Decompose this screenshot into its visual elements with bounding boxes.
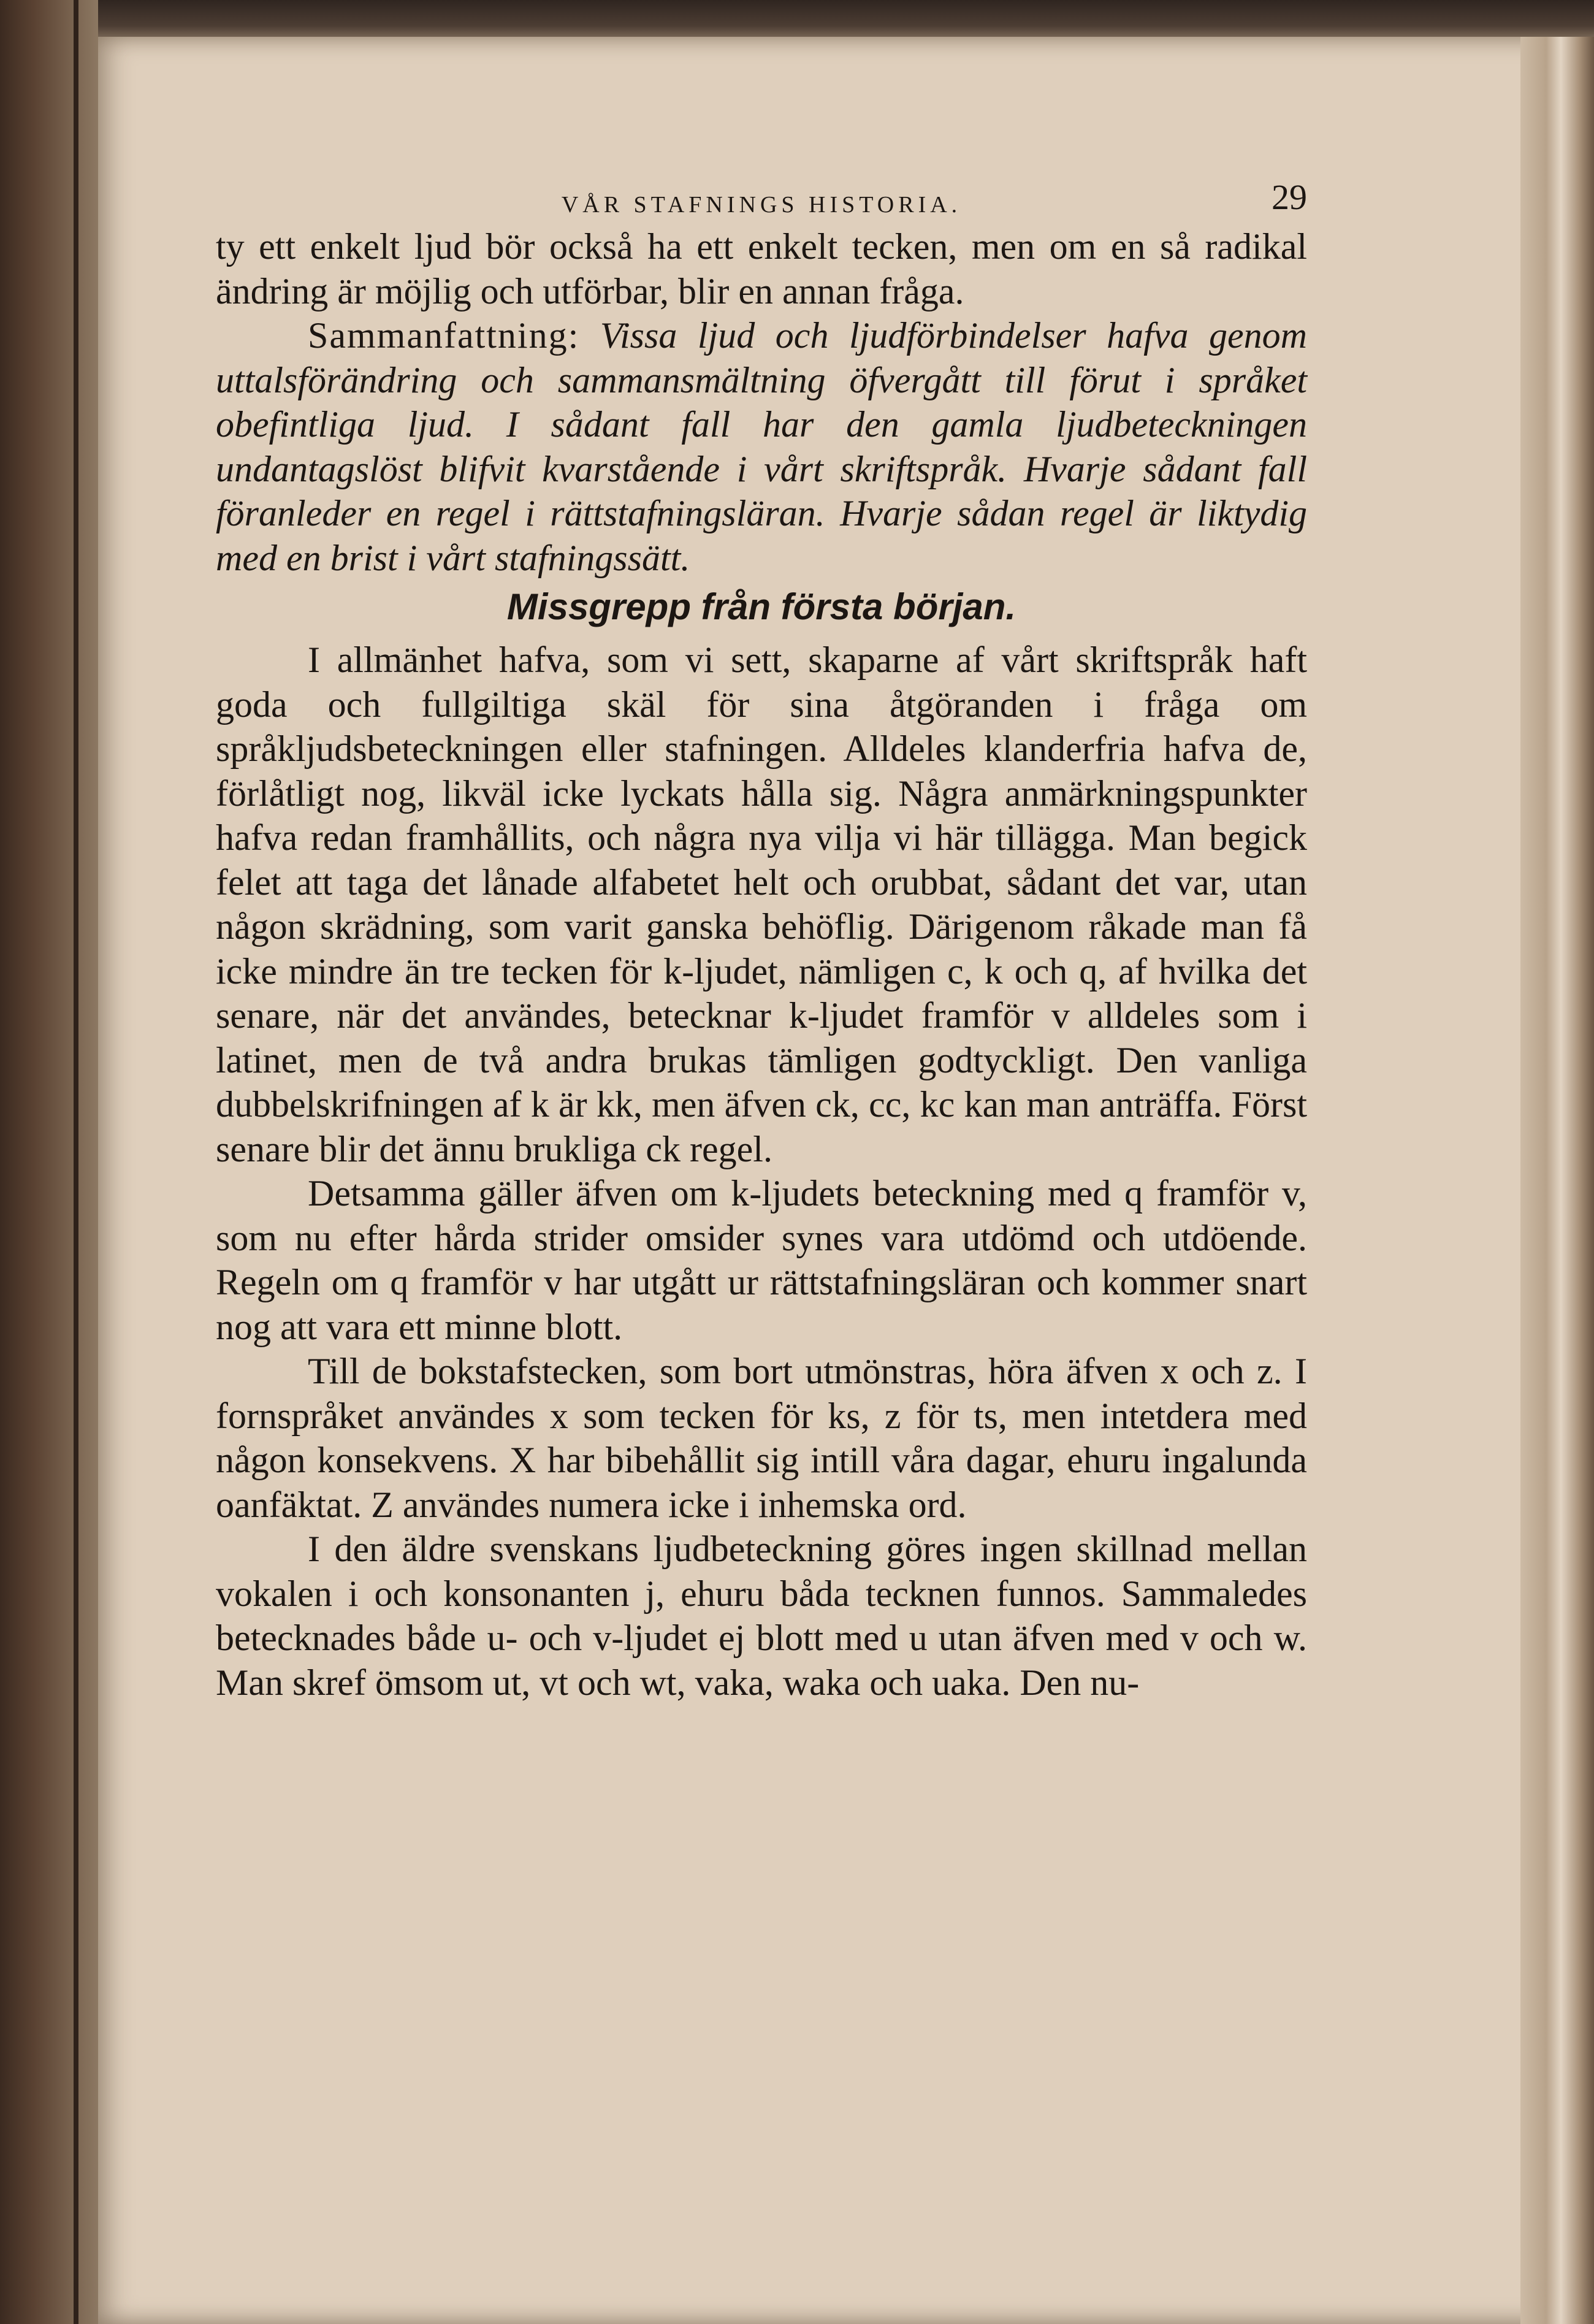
body-paragraph: Till de bokstafstecken, som bort utmönstras, höra äfven x och z. I fornspråket användes x som tecken för ks, z för ts, men intetdera med någon konsekvens. X har bibehållit sig intill våra dagar, ehuru ingalunda oanfäktat. Z användes numera icke i inhemska ord. [216, 1351, 1307, 1525]
intro-paragraph: ty ett enkelt ljud bör också ha ett enkelt tecken, men om en så radikal ändring är möjlig och utförbar, blir en annan fråga. [216, 226, 1307, 312]
body-paragraph: Detsamma gäller äfven om k-ljudets beteckning med q framför v, som nu efter hårda strider omsider synes vara utdömd och utdöende. Regeln om q framför v har utgått ur rättstafningsläran och kommer snart nog att vara ett minne blott. [216, 1173, 1307, 1347]
page-number: 29 [1272, 177, 1307, 217]
body-paragraph: I den äldre svenskans ljudbeteckning göres ingen skillnad mellan vokalen i och konsonanten j, ehuru båda tecknen funnos. Sammaledes betecknades både u- och v-ljudet ej blott med u utan äfven med v och w. Man skref ömsom ut, vt och wt, vaka, waka och uaka. Den nu- [216, 1529, 1307, 1703]
page-header [216, 172, 1307, 224]
section-heading: Missgrepp från första början. [506, 586, 1016, 627]
running-title: VÅR STAFNINGS HISTORIA. [561, 192, 962, 218]
body-paragraph: I allmänhet hafva, som vi sett, skaparne af vårt skriftspråk haft goda och fullgiltiga skäl för sina åtgöranden i fråga om språkljudsbeteckningen eller stafningen. Alldeles klanderfria hafva de, förlåtligt nog, likväl icke lyckats hålla sig. Några anmärkningspunkter hafva redan framhållits, och några nya vilja vi här tillägga. Man begick felet att taga det lånade alfabetet helt och orubbat, sådant det var, utan någon skrädning, som varit ganska behöflig. Därigenom råkade man få icke mindre än tre tecken för k-ljudet, nämligen c, k och q, af hvilka det senare, när det användes, betecknar k-ljudet framför v alldeles som i latinet, men de två andra brukas tämligen godtyckligt. Den vanliga dubbelskrifningen af k är kk, men äfven ck, cc, kc kan man anträffa. Först senare blir det ännu brukliga ck regel. [216, 640, 1307, 1169]
page-stack-edge [1520, 37, 1594, 2324]
summary-label: Sammanfattning: [308, 315, 580, 356]
summary-text: Vissa ljud och ljudförbindelser hafva genom uttalsförändring och sammansmältning öfvergått till förut i språket obefintliga ljud. I sådant fall har den gamla ljudbeteckningen undantagslöst blifvit kvarstående i vårt skriftspråk. Hvarje sådant fall föranleder en regel i rättstafningsläran. Hvarje sådan regel är liktydig med en brist i vårt stafningssätt. [216, 315, 1307, 578]
book-binding-shadow [0, 0, 98, 2324]
book-spine [74, 0, 78, 2324]
text-block [216, 172, 1307, 1705]
summary-paragraph [216, 313, 1307, 580]
